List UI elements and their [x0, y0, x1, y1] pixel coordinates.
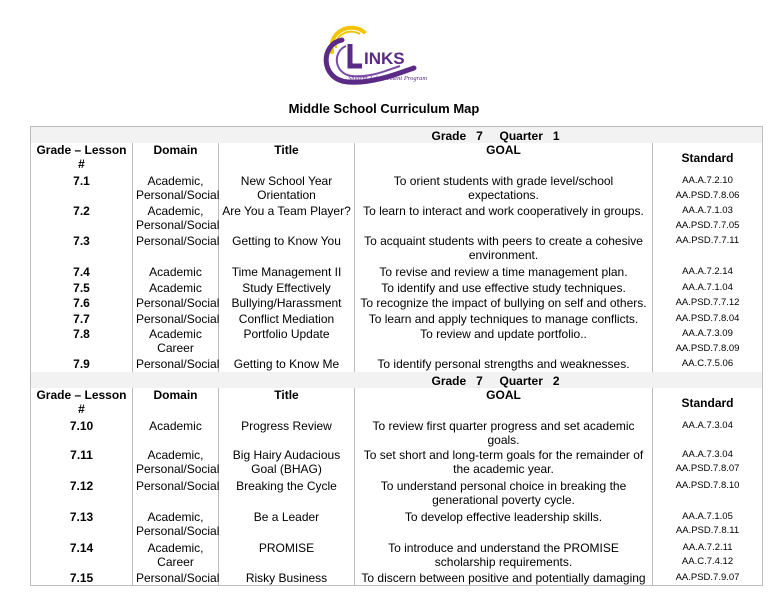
domain-cell: Personal/Social [133, 356, 219, 372]
standard-cell [653, 570, 763, 586]
domain-cell: Academic, Personal/Social [133, 447, 219, 478]
standard-cell [653, 356, 763, 372]
header-goal: GOAL [355, 143, 653, 173]
goal-cell: To develop effective leadership skills. [355, 509, 653, 540]
title-cell: Study Effectively [219, 280, 355, 296]
title-cell: New School Year Orientation [219, 173, 355, 203]
goal-cell: To identify personal strengths and weaknesses. [355, 356, 653, 372]
standard-code: AA.A.7.2.10 [682, 175, 733, 186]
domain-cell: Academic [133, 280, 219, 296]
title-cell: Getting to Know You [219, 233, 355, 264]
table-row [31, 478, 763, 509]
standard-cell [653, 326, 763, 356]
standard-cell [653, 173, 763, 203]
table-row [31, 295, 763, 311]
table-row [31, 356, 763, 372]
standard-code: AA.C.7.4.12 [681, 556, 734, 567]
table-row [31, 326, 763, 356]
standard-code: AA.A.7.2.11 [682, 541, 733, 553]
header-standard: Standard [653, 143, 763, 173]
title-cell: Getting to Know Me [219, 356, 355, 372]
standard-cell [653, 540, 763, 570]
domain-cell: Academic, Personal/Social [133, 509, 219, 540]
table-row [31, 509, 763, 540]
domain-cell: Academic, Personal/Social [133, 203, 219, 233]
standard-code: AA.A.7.3.04 [682, 419, 733, 431]
grade-cell: 7.14 [31, 540, 133, 570]
header-row-2 [31, 388, 763, 418]
domain-cell: Academic, Career [133, 540, 219, 570]
grade-cell: 7.7 [31, 311, 133, 327]
title-cell: Portfolio Update [219, 326, 355, 356]
grade-cell: 7.5 [31, 280, 133, 296]
grade-cell: 7.12 [31, 478, 133, 509]
standard-code: AA.PSD.7.7.11 [675, 235, 740, 246]
goal-cell: To discern between positive and potentially damaging [355, 570, 653, 586]
standard-code: AA.A.7.3.04 [682, 448, 733, 460]
goal-cell: To revise and review a time management plan. [355, 264, 653, 280]
goal-cell: To acquaint students with peers to create a cohesive environment. [355, 233, 653, 264]
standard-code: AA.PSD.7.8.11 [675, 525, 740, 536]
domain-cell: Academic [133, 264, 219, 280]
title-cell: Big Hairy Audacious Goal (BHAG) [219, 447, 355, 478]
standard-cell [653, 478, 763, 509]
title-cell: Breaking the Cycle [219, 478, 355, 509]
standard-code: AA.PSD.7.7.12 [675, 297, 740, 308]
logo-subtitle-text: Student Achievement Program [348, 75, 428, 82]
links-logo-graphic [318, 22, 448, 88]
header-standard: Standard [653, 388, 763, 418]
quarter-band-2 [31, 372, 763, 388]
domain-cell: Personal/Social [133, 478, 219, 509]
standard-code: AA.PSD.7.8.09 [675, 342, 740, 354]
table-row [31, 570, 763, 586]
header-grade: Grade – Lesson # [31, 143, 133, 173]
table-row [31, 311, 763, 327]
standard-code: AA.PSD.7.7.05 [675, 219, 740, 231]
standard-code: AA.A.7.1.04 [682, 281, 733, 293]
grade-cell: 7.10 [31, 418, 133, 447]
title-cell: Progress Review [219, 418, 355, 447]
standard-code: AA.A.7.2.14 [682, 266, 733, 277]
grade-cell: 7.11 [31, 447, 133, 478]
goal-cell: To learn and apply techniques to manage conflicts. [355, 311, 653, 327]
goal-cell: To learn to interact and work cooperatively in groups. [355, 203, 653, 233]
table-row [31, 418, 763, 447]
table-row [31, 447, 763, 478]
standard-cell [653, 295, 763, 311]
links-logo [318, 22, 448, 88]
grade-cell: 7.13 [31, 509, 133, 540]
goal-cell: To set short and long-term goals for the remainder of the academic year. [355, 447, 653, 478]
domain-cell: Academic [133, 418, 219, 447]
header-domain: Domain [133, 388, 219, 418]
standard-code: AA.PSD.7.8.06 [675, 189, 740, 201]
title-cell: PROMISE [219, 540, 355, 570]
domain-cell: Academic Career [133, 326, 219, 356]
domain-cell: Personal/Social [133, 311, 219, 327]
standard-cell [653, 311, 763, 327]
grade-cell: 7.2 [31, 203, 133, 233]
standard-cell [653, 418, 763, 447]
goal-cell: To orient students with grade level/school expectations. [355, 173, 653, 203]
standard-code: AA.A.7.1.03 [682, 205, 733, 216]
title-cell: Bullying/Harassment [219, 295, 355, 311]
quarter-band-1 [31, 127, 763, 144]
title-cell: Conflict Mediation [219, 311, 355, 327]
table-row [31, 280, 763, 296]
logo-brand-text: INKS [364, 49, 405, 68]
title-cell: Are You a Team Player? [219, 203, 355, 233]
standard-code: AA.PSD.7.9.07 [675, 571, 740, 583]
standard-code: AA.A.7.1.05 [682, 510, 733, 522]
table-row [31, 173, 763, 203]
standard-code: AA.A.7.3.09 [682, 328, 733, 339]
goal-cell: To introduce and understand the PROMISE scholarship requirements. [355, 540, 653, 570]
standard-code: AA.C.7.5.06 [681, 358, 734, 369]
grade-cell: 7.15 [31, 570, 133, 586]
quarter-label: Grade 7 Quarter 2 [31, 372, 763, 388]
curriculum-table [30, 126, 763, 586]
header-title: Title [219, 388, 355, 418]
grade-cell: 7.3 [31, 233, 133, 264]
quarter-label: Grade 7 Quarter 1 [31, 127, 763, 144]
header-row-1 [31, 143, 763, 173]
goal-cell: To recognize the impact of bullying on self and others. [355, 295, 653, 311]
header-domain: Domain [133, 143, 219, 173]
table-row [31, 540, 763, 570]
grade-cell: 7.8 [31, 326, 133, 356]
standard-cell [653, 264, 763, 280]
table-row [31, 203, 763, 233]
page-title: Middle School Curriculum Map [288, 101, 480, 116]
domain-cell: Academic, Personal/Social [133, 173, 219, 203]
domain-cell: Personal/Social [133, 570, 219, 586]
header-grade: Grade – Lesson # [31, 388, 133, 418]
goal-cell: To understand personal choice in breaking the generational poverty cycle. [355, 478, 653, 509]
standard-code: AA.PSD.7.8.07 [675, 463, 740, 474]
title-cell: Be a Leader [219, 509, 355, 540]
goal-cell: To review first quarter progress and set academic goals. [355, 418, 653, 447]
domain-cell: Personal/Social [133, 295, 219, 311]
header-title: Title [219, 143, 355, 173]
standard-code: AA.PSD.7.8.10 [675, 479, 740, 491]
grade-cell: 7.9 [31, 356, 133, 372]
header-goal: GOAL [355, 388, 653, 418]
standard-cell [653, 447, 763, 478]
domain-cell: Personal/Social [133, 233, 219, 264]
grade-cell: 7.1 [31, 173, 133, 203]
title-cell: Time Management II [219, 264, 355, 280]
standard-cell [653, 280, 763, 296]
standard-cell [653, 233, 763, 264]
table-row [31, 233, 763, 264]
table-row [31, 264, 763, 280]
grade-cell: 7.6 [31, 295, 133, 311]
standard-code: AA.PSD.7.8.04 [675, 312, 740, 324]
standard-cell [653, 509, 763, 540]
goal-cell: To review and update portfolio.. [355, 326, 653, 356]
grade-cell: 7.4 [31, 264, 133, 280]
goal-cell: To identify and use effective study techniques. [355, 280, 653, 296]
standard-cell [653, 203, 763, 233]
title-cell: Risky Business [219, 570, 355, 586]
